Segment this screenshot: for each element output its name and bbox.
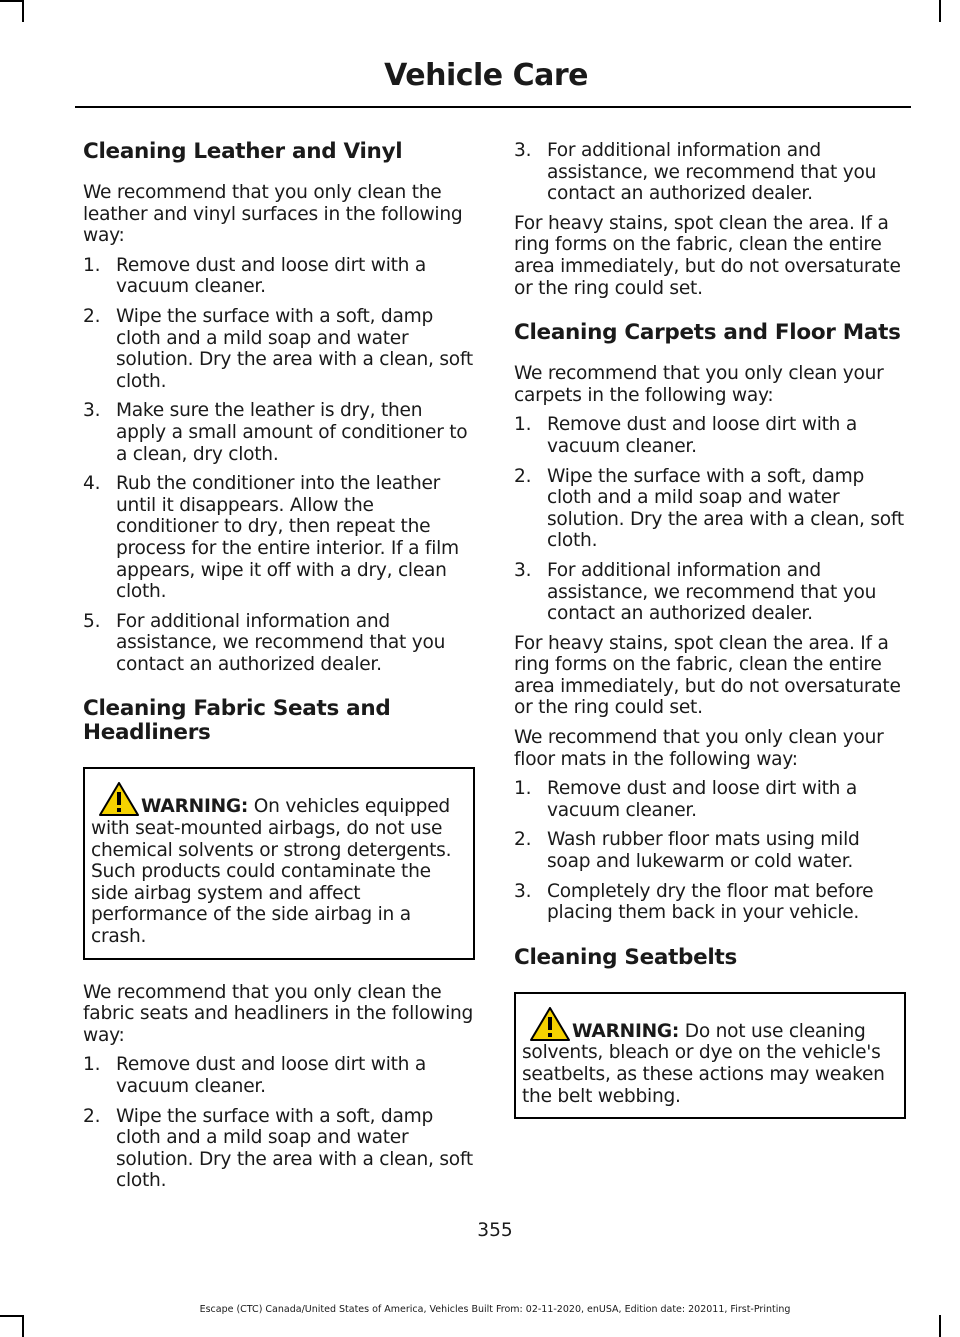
right-column — [514, 140, 906, 1141]
step-number: 1. — [514, 414, 532, 436]
step-number: 1. — [514, 778, 532, 800]
fabric-steps — [83, 1054, 475, 1192]
list-item — [514, 881, 906, 924]
step-text: Rub the conditioner into the leather until it disappears. Allow the conditioner to dry, then repeat the process for the entire interior. If a film appears, wipe it off with a dry, clean cloth. — [116, 473, 459, 603]
carpets-steps — [514, 414, 906, 624]
step-number: 3. — [514, 880, 532, 902]
list-item — [514, 829, 906, 872]
step-text: Wipe the surface with a soft, damp cloth and a mild soap and water solution. Dry the area with a clean, soft cloth. — [116, 1105, 473, 1192]
fabric-intro: We recommend that you only clean the fabric seats and headliners in the following way: — [83, 981, 474, 1046]
list-item — [83, 473, 475, 603]
fabric-steps-continued — [514, 140, 906, 205]
crop-mark — [0, 1315, 22, 1317]
warning-box — [83, 767, 475, 959]
left-column — [83, 140, 475, 1200]
crop-mark — [939, 0, 941, 22]
step-text: Completely dry the floor mat before placing them back in your vehicle. — [547, 880, 874, 924]
step-text: For additional information and assistance, we recommend that you contact an authorized dealer. — [547, 559, 877, 625]
step-text: Remove dust and loose dirt with a vacuum cleaner. — [547, 414, 858, 457]
list-item — [83, 1054, 475, 1097]
section-heading-seatbelts: Cleaning Seatbelts — [514, 944, 737, 970]
warning-label: WARNING: — [141, 796, 249, 818]
page-number: 355 — [477, 1220, 513, 1241]
step-text: Wash rubber floor mats using mild soap and lukewarm or cold water. — [547, 829, 860, 873]
leather-steps — [83, 255, 475, 676]
warning-label: WARNING: — [572, 1020, 680, 1042]
step-number: 2. — [83, 305, 101, 327]
list-item — [514, 140, 906, 205]
leather-intro: We recommend that you only clean the leather and vinyl surfaces in the following way: — [83, 182, 463, 247]
page-title: Vehicle Care — [384, 58, 588, 93]
step-text: Wipe the surface with a soft, damp cloth and a mild soap and water solution. Dry the area with a clean, soft cloth. — [547, 465, 904, 552]
crop-mark — [939, 1315, 941, 1337]
step-text: For additional information and assistance, we recommend that you contact an authorized dealer. — [116, 610, 446, 675]
warning-text: Do not use cleaning solvents, bleach or dye on the vehicle's seatbelts, as these actions may weaken the belt webbing. — [522, 1020, 885, 1107]
crop-mark — [22, 1315, 24, 1337]
step-number: 3. — [514, 140, 532, 161]
warning-text: On vehicles equipped with seat-mounted airbags, do not use chemical solvents or strong detergents. Such products could contaminate the side airbag system and affect performance of the side airbag in a crash. — [91, 796, 452, 948]
list-item — [83, 255, 475, 298]
list-item — [514, 778, 906, 821]
step-number: 3. — [514, 559, 532, 581]
list-item — [514, 414, 906, 457]
section-heading-fabric: Cleaning Fabric Seats and Headliners — [83, 696, 391, 746]
mats-intro: We recommend that you only clean your floor mats in the following way: — [514, 727, 884, 770]
step-number: 1. — [83, 254, 101, 276]
list-item — [83, 306, 475, 392]
step-text: Remove dust and loose dirt with a vacuum cleaner. — [116, 1054, 427, 1097]
step-text: For additional information and assistance, we recommend that you contact an authorized dealer. — [547, 140, 877, 205]
list-item — [514, 466, 906, 552]
step-number: 1. — [83, 1054, 101, 1076]
warning-box — [514, 992, 906, 1119]
list-item — [83, 611, 475, 676]
mats-steps — [514, 778, 906, 924]
step-number: 2. — [514, 829, 532, 851]
list-item — [83, 400, 475, 465]
list-item — [514, 560, 906, 625]
list-item — [83, 1106, 475, 1192]
carpets-stain-note: For heavy stains, spot clean the area. If a ring forms on the fabric, clean the entire area immediately, but do not oversaturate or the ring could set. — [514, 632, 901, 719]
crop-mark — [0, 0, 22, 2]
header-divider — [75, 106, 911, 108]
step-number: 2. — [514, 465, 532, 487]
step-text: Make sure the leather is dry, then apply a small amount of conditioner to a clean, dry cloth. — [116, 400, 468, 465]
step-text: Remove dust and loose dirt with a vacuum cleaner. — [547, 778, 858, 821]
warning-triangle-icon — [99, 782, 139, 816]
step-number: 4. — [83, 473, 101, 495]
step-number: 2. — [83, 1105, 101, 1127]
crop-mark — [22, 0, 24, 22]
fabric-stain-note: For heavy stains, spot clean the area. If a ring forms on the fabric, clean the entire area immediately, but do not oversaturate or the ring could set. — [514, 212, 901, 299]
warning-triangle-icon — [530, 1007, 570, 1041]
carpets-intro: We recommend that you only clean your carpets in the following way: — [514, 363, 884, 406]
step-text: Remove dust and loose dirt with a vacuum cleaner. — [116, 254, 427, 298]
step-text: Wipe the surface with a soft, damp cloth and a mild soap and water solution. Dry the area with a clean, soft cloth. — [116, 305, 473, 392]
step-number: 5. — [83, 610, 101, 632]
step-number: 3. — [83, 400, 101, 422]
footer-text: Escape (CTC) Canada/United States of America, Vehicles Built From: 02-11-2020, enUSA, Edition date: 202011, First-Printing — [199, 1304, 791, 1315]
section-heading-leather: Cleaning Leather and Vinyl — [83, 139, 403, 164]
section-heading-carpets: Cleaning Carpets and Floor Mats — [514, 320, 901, 346]
